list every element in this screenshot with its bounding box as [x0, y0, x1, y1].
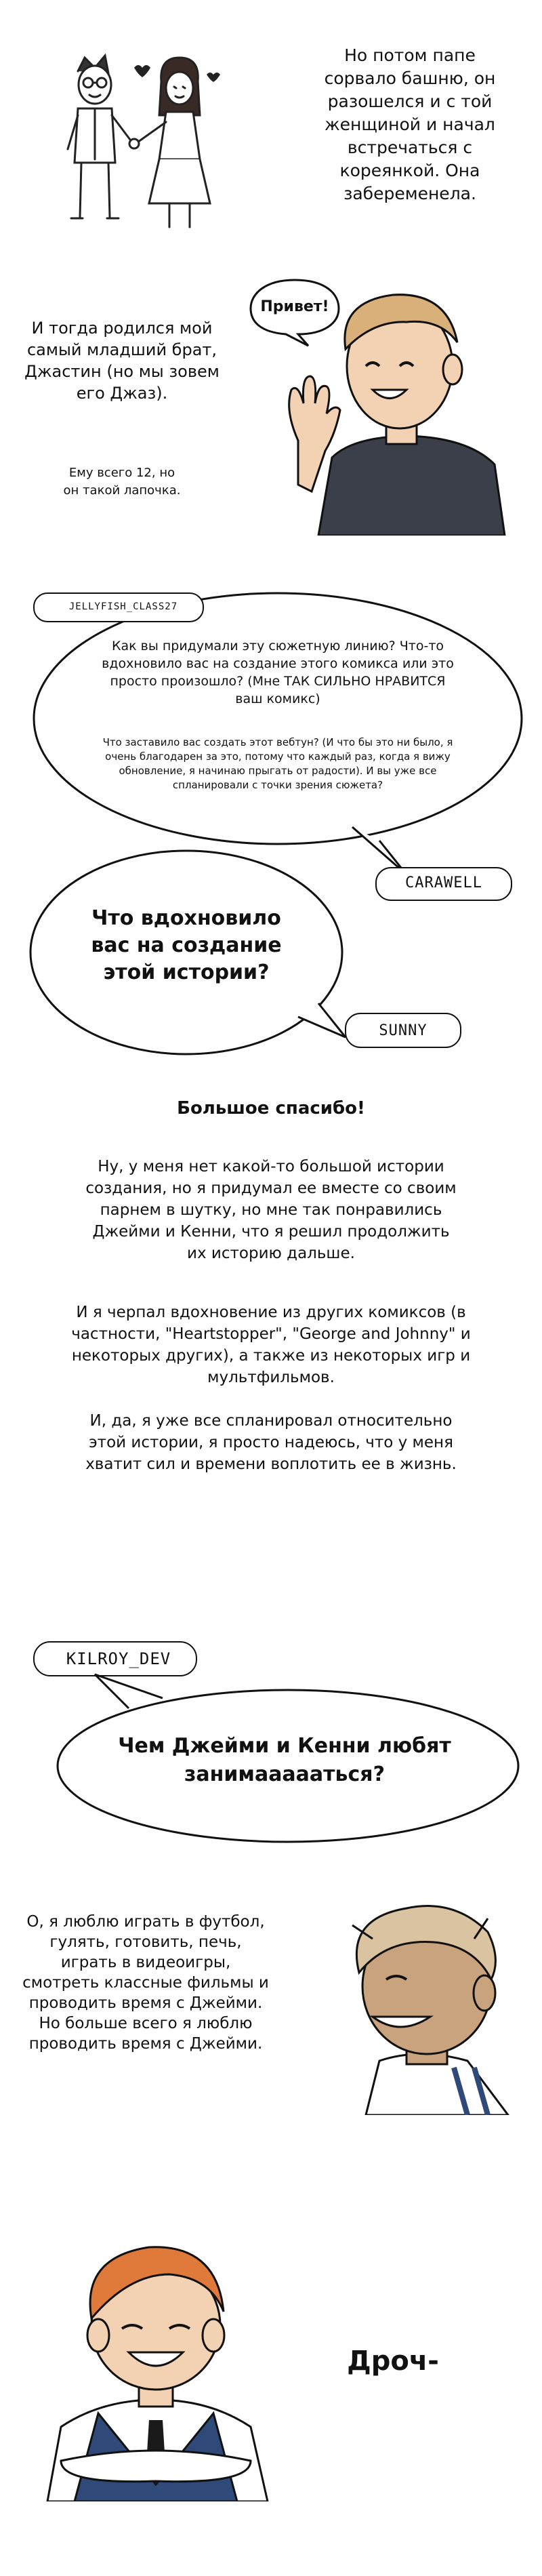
jamie-illustration [285, 1891, 542, 2115]
username-kilroy: KILROY_DEV [66, 1649, 171, 1668]
question-kilroy: Чем Джейми и Кенни любят занимаааааться? [118, 1734, 451, 1786]
answer-paragraph-1: Ну, у меня нет какой-то большой истории создания, но я придумал ее вместе со своим парнем в шутку, но мне так понравились Джейми и Кенни, что я решил продолжить их историю дальше. [85, 1158, 457, 1262]
speech-hello-text: Привет! [260, 298, 329, 315]
final-text: Дроч- [347, 2346, 439, 2377]
username-jellyfish: JELLYFISH_CLASS27 [68, 601, 178, 612]
username-carawell: CARAWELL [405, 874, 482, 891]
answer-paragraph-3: И, да, я уже все спланировал относительно этой истории, я просто надеюсь, что у меня хватит сил и времени воплотить ее в жизнь. [85, 1412, 457, 1473]
brother-illustration [271, 268, 515, 536]
couple-illustration [41, 41, 244, 244]
panel2-text-main: И тогда родился мой самый младший брат, Джастин (но мы зовем его Джаз). [24, 319, 220, 403]
panel2-text-small: Ему всего 12, но он такой лапочка. [63, 466, 181, 498]
username-sunny: SUNNY [379, 1022, 428, 1039]
kenny-illustration [34, 2217, 278, 2501]
question-carawell: Что заставило вас создать этот вебтун? (И что бы это ни было, я очень благодарен за это, потому что каждый раз, когда я вижу обновление, я начинаю прыгать от радости). И вы уже все спланировали с точки зрения сюжета? [102, 736, 453, 791]
answer-thanks: Большое спасибо! [177, 1098, 365, 1119]
panel1-text: Но потом папе сорвало башню, он разошелся и с той женщиной и начал встречаться с кореянкой. Она забеременела. [324, 45, 496, 203]
question-jellyfish: Как вы придумали эту сюжетную линию? Что-то вдохновило вас на создание этого комикса или это просто произошло? (Мне ТАК СИЛЬНО НРАВИТСЯ ваш комикс) [102, 639, 454, 706]
answer-paragraph-2: И я черпал вдохновение из других комиксов (в частности, "Heartstopper", "George and Johnny" и некоторых других), а также из некоторых игр и мультфильмов. [71, 1304, 471, 1386]
answer2-text: О, я люблю играть в футбол, гулять, готовить, печь, играть в видеоигры, смотреть классные фильмы и проводить время с Джейми. Но больше всего я люблю проводить время с Джейми. [22, 1913, 269, 2053]
question-sunny: Что вдохновило вас на создание этой истории? [91, 906, 282, 984]
